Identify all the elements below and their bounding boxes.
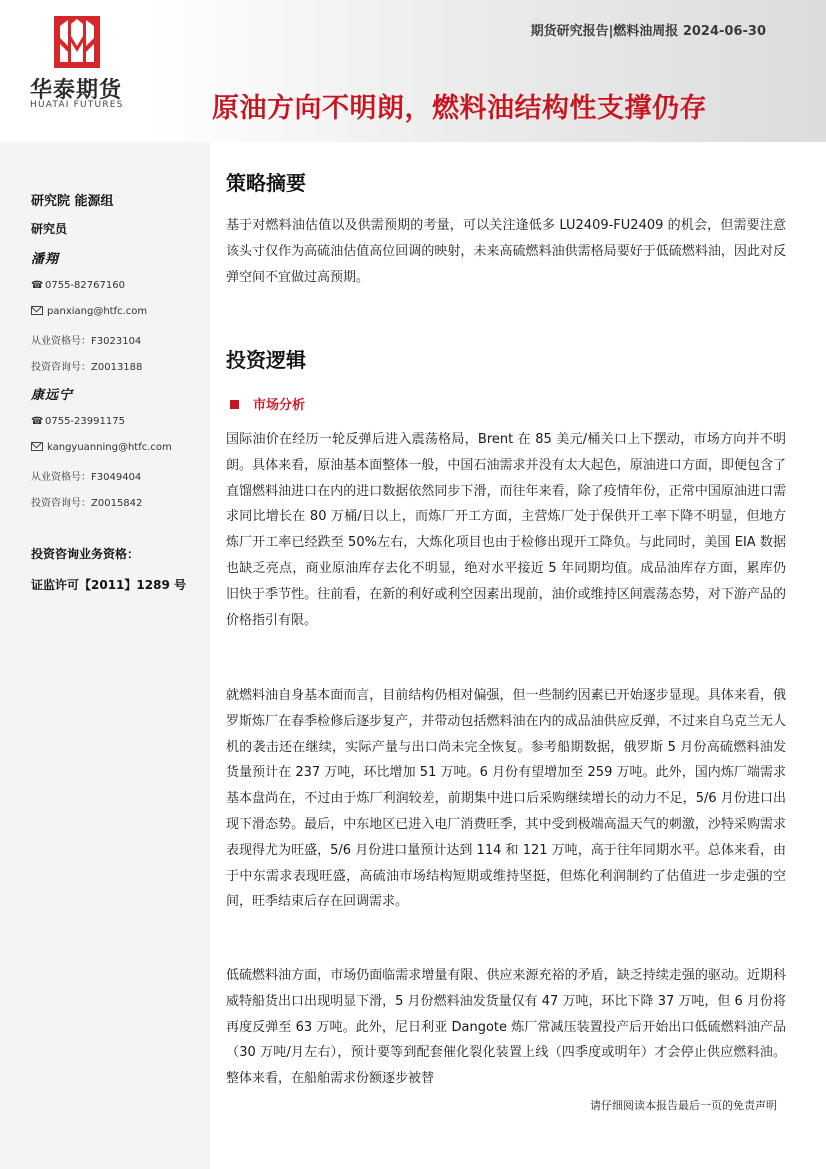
body-paragraph: 就燃料油自身基本面而言，目前结构仍相对偏强，但一些制约因素已开始逐步显现。具体来看，俄罗斯炼厂在春季检修后逐步复产，并带动包括燃料油在内的成品油供应反弹，不过来自乌克兰无人机的袭击还在继续，实际产量与出口尚未完全恢复。参考船期数据，俄罗斯 5 月份高硫燃料油发货量预计在 237 万吨，环比增加 51 万吨。6 月份有望增加至 259 万吨。此外，国内炼厂端需求基本盘尚在，不过由于炼厂利润较差，前期集中进口后采购继续增长的动力不足，5/6 月份进口出现下滑态势。最后，中东地区已进入电厂消费旺季，其中受到极端高温天气的刺激，沙特采购需求表现得尤为旺盛，5/6 月份进口量预计达到 114 和 121 万吨，高于往年同期水平。总体来看，由于中东需求表现旺盛，高硫油市场结构短期或维持坚挺，但炼化利润制约了估值进一步走强的空间，旺季结束后存在回调需求。 xyxy=(226,688,786,910)
mail-icon xyxy=(31,442,43,451)
logo-english: HUATAI FUTURES xyxy=(30,100,124,110)
report-meta: 期货研究报告|燃料油周报 2024-06-30 xyxy=(530,24,766,39)
body-paragraph: 国际油价在经历一轮反弹后进入震荡格局，Brent 在 85 美元/桶关口上下摆动，市场方向并不明朗。具体来看，原油基本面整体一般，中国石油需求并没有太大起色，原油进口方面，即便包含了直馏燃料油进口在内的进口数据依然同步下滑，而往年来看，除了疫情年份，正常中国原油进口需求同比增长在 80 万桶/日以上，而炼厂开工方面，主营炼厂处于保供开工率下降不明显，但地方炼厂开工率已经跌至 50%左右，大炼化项目也由于检修出现开工降负。与此同时，美国 EIA 数据也缺乏亮点，商业原油库存去化不明显，绝对水平接近 5 年同期均值。成品油库存方面，累库仍旧快于季节性。往前看，在新的利好或利空因素出现前，油价或维持区间震荡态势，对下游产品的价格指引有限。 xyxy=(226,432,786,628)
market-analysis-label: 市场分析 xyxy=(253,398,306,413)
analyst-qualification xyxy=(31,332,141,347)
analyst-name: 潘翔 xyxy=(31,252,60,267)
report-title: 原油方向不明朗，燃料油结构性支撑仍存 xyxy=(212,93,707,124)
sidebar-role: 研究员 xyxy=(31,222,68,236)
license-title: 投资咨询业务资格： xyxy=(31,547,140,561)
consult-label: 投资咨询号： xyxy=(31,498,91,509)
huatai-logo-icon xyxy=(54,16,100,68)
summary-heading: 策略摘要 xyxy=(226,171,306,195)
logo-chinese: 华泰期货 xyxy=(30,78,123,103)
consult-number: Z0013188 xyxy=(91,362,143,373)
consult-number: Z0015842 xyxy=(91,498,143,509)
qualification-label: 从业资格号： xyxy=(31,336,91,347)
qualification-number: F3049404 xyxy=(91,472,142,483)
analyst-qualification xyxy=(31,468,141,483)
logic-heading: 投资逻辑 xyxy=(226,348,306,372)
analyst-name: 康远宁 xyxy=(31,388,74,403)
analyst-phone xyxy=(31,416,125,427)
bullet-square-icon xyxy=(230,400,239,409)
qualification-label: 从业资格号： xyxy=(31,472,91,483)
analyst-consult xyxy=(31,358,142,373)
phone-icon: ☎ xyxy=(31,280,44,291)
analyst-consult xyxy=(31,494,142,509)
consult-label: 投资咨询号： xyxy=(31,362,91,373)
qualification-number: F3023104 xyxy=(91,336,142,347)
sidebar xyxy=(0,142,210,1169)
email-address[interactable]: panxiang@htfc.com xyxy=(47,306,148,317)
sidebar-dept: 研究院 能源组 xyxy=(31,194,114,209)
market-analysis-heading xyxy=(230,394,305,413)
mail-icon xyxy=(31,306,43,315)
phone-number: 0755-23991175 xyxy=(45,416,125,427)
analyst-phone xyxy=(31,280,125,291)
analyst-email[interactable] xyxy=(31,442,172,453)
disclaimer-note: 请仔细阅读本报告最后一页的免责声明 xyxy=(590,1099,777,1112)
phone-icon: ☎ xyxy=(31,416,44,427)
summary-paragraph: 基于对燃料油估值以及供需预期的考量，可以关注逢低多 LU2409-FU2409 的机会，但需要注意该头寸仅作为高硫油估值高位回调的映射，未来高硫燃料油供需格局要好于低硫燃料油，因此对反弹空间不宜做过高预期。 xyxy=(226,218,786,285)
email-address[interactable]: kangyuanning@htfc.com xyxy=(47,442,172,453)
phone-number: 0755-82767160 xyxy=(45,280,125,291)
analyst-email[interactable] xyxy=(31,306,147,317)
license-number: 证监许可【2011】1289 号 xyxy=(31,578,186,592)
body-paragraph: 低硫燃料油方面，市场仍面临需求增量有限、供应来源充裕的矛盾，缺乏持续走强的驱动。近期科威特船货出口出现明显下滑，5 月份燃料油发货量仅有 47 万吨，环比下降 37 万吨，但 6 月份将再度反弹至 63 万吨。此外，尼日利亚 Dangote 炼厂常减压装置投产后开始出口低硫燃料油产品（30 万吨/月左右），预计要等到配套催化裂化装置上线（四季度或明年）才会停止供应燃料油。整体来看，在船舶需求份额逐步被替 xyxy=(226,968,786,1087)
